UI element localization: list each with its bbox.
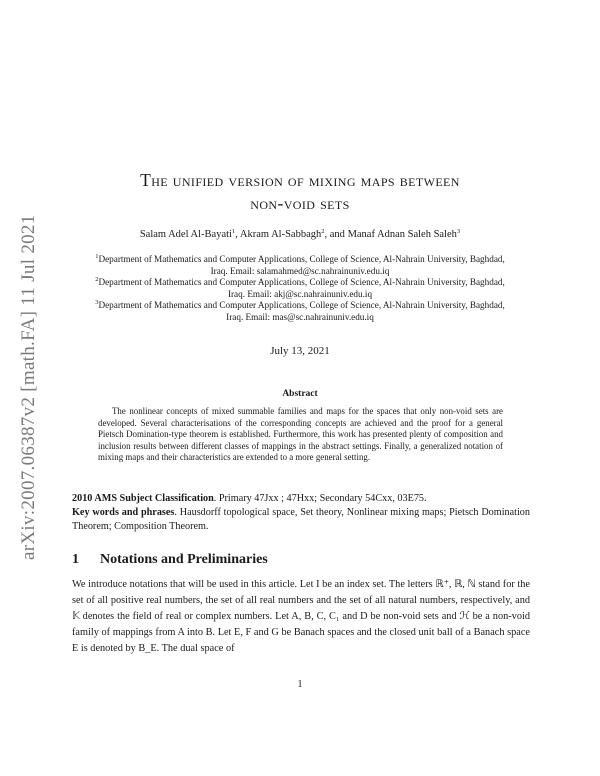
author-list — [70, 228, 530, 240]
author-sep-1: , — [235, 229, 240, 240]
affiliation-3-line-1: Department of Mathematics and Computer Applications, College of Science, Al-Nahrain University, Baghdad, — [98, 300, 505, 310]
author-3-mark: 3 — [456, 228, 461, 235]
author-sep-2: , and — [324, 229, 348, 240]
affiliation-1-line-1: Department of Mathematics and Computer Applications, College of Science, Al-Nahrain University, Baghdad, — [98, 254, 505, 264]
abstract-heading: Abstract — [282, 389, 318, 399]
author-1: Salam Adel Al-Bayati — [139, 229, 232, 240]
affiliation-3-line-2: Iraq. Email: mas@sc.nahrainuniv.edu.iq — [226, 312, 374, 322]
publication-date: July 13, 2021 — [270, 345, 330, 357]
ams-label: 2010 AMS Subject Classification — [72, 493, 214, 504]
section-heading — [72, 552, 268, 568]
affiliation-2-line-2: Iraq. Email: akj@sc.nahrainuniv.edu.iq — [227, 289, 373, 299]
author-1-mark: 1 — [231, 228, 236, 235]
affiliation-1-mark: 1 — [95, 253, 99, 260]
ams-codes: . Primary 47Jxx ; 47Hxx; Secondary 54Cxx, 03E75. — [213, 493, 427, 504]
keywords — [72, 506, 530, 533]
affiliation-2-line-1: Department of Mathematics and Computer Applications, College of Science, Al-Nahrain University, Baghdad, — [98, 277, 505, 287]
intro-paragraph: We introduce notations that will be used in this article. Let I be an index set. The letters ℝ⁺, ℝ, ℕ stand for the set of all positive real numbers, the set of all real numbers and the set of all natural numbers, respectively, and 𝕂 denotes the field of real or complex numbers. Let A, B, C, C₁ and D be non-void sets and ℋ be a non-void family of mappings from A into B. Let E, F and G be Banach spaces and the closed unit ball of a Banach space E is denoted by B_E. The dual space of — [72, 579, 530, 654]
paper-title-line-2: non-void sets — [250, 193, 350, 213]
affiliation-3 — [70, 297, 530, 323]
author-3: Manaf Adnan Saleh Saleh — [347, 229, 457, 240]
abstract-body: The nonlinear concepts of mixed summable families and maps for the spaces that only non-void sets are developed. Several characterisations of the corresponding concepts are achieved and the proof for a general Pietsch Domination-type theorem is established. Furthermore, this work has presented plenty of composition and inclusion results between different classes of mappings in the abstract settings. Finally, a generalized notation of mixing maps and their characteristics are extended to a more general setting. — [98, 406, 503, 463]
author-2-mark: 2 — [321, 228, 325, 235]
arxiv-identifier: arXiv:2007.06387v2 [math.FA] 11 Jul 2021 — [18, 214, 39, 560]
page-number: 1 — [297, 679, 303, 690]
ams-classification — [72, 492, 532, 506]
section-number: 1 — [72, 552, 79, 567]
keywords-label: Key words and phrases — [72, 507, 175, 518]
affiliation-3-mark: 3 — [95, 299, 99, 306]
author-2: Akram Al-Sabbagh — [239, 229, 322, 240]
keywords-text: . Hausdorff topological space, Set theory, Nonlinear mixing maps; Pietsch Domination Theorem; Composition Theorem. — [72, 507, 530, 532]
affiliation-2-mark: 2 — [95, 276, 99, 283]
section-title: Notations and Preliminaries — [100, 552, 268, 567]
paper-title-line-1: The unified version of mixing maps between — [140, 170, 460, 190]
affiliation-1-line-2: Iraq. Email: salamahmed@sc.nahrainuniv.edu.iq — [210, 266, 390, 276]
